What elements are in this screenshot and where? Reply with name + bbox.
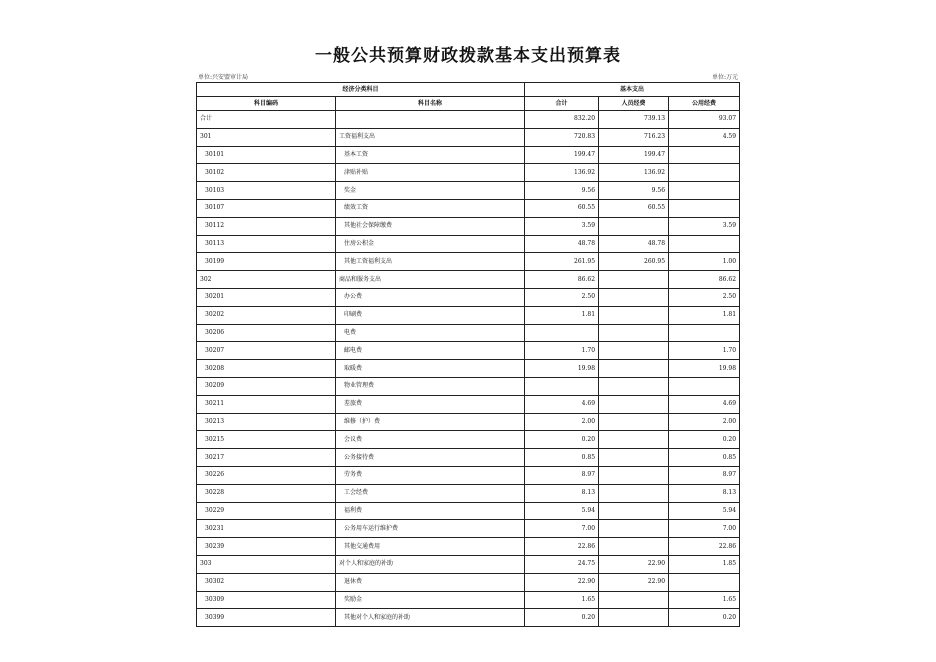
code-cell: 30217 xyxy=(197,449,336,467)
table-row xyxy=(197,591,740,609)
name-cell: 退休费 xyxy=(336,573,525,591)
total-cell: 2.00 xyxy=(525,413,599,431)
name-cell: 其他工资福利支出 xyxy=(336,253,525,271)
total-cell xyxy=(525,377,599,395)
code-cell: 30399 xyxy=(197,609,336,627)
personnel-cell: 136.92 xyxy=(599,164,669,182)
name-cell: 奖励金 xyxy=(336,591,525,609)
public-cell: 19.98 xyxy=(669,360,740,378)
public-cell: 0.20 xyxy=(669,431,740,449)
personnel-cell xyxy=(599,360,669,378)
public-cell: 7.00 xyxy=(669,520,740,538)
code-cell: 30202 xyxy=(197,306,336,324)
public-cell: 0.85 xyxy=(669,449,740,467)
personnel-cell xyxy=(599,217,669,235)
total-cell: 832.20 xyxy=(525,111,599,129)
total-cell: 0.20 xyxy=(525,431,599,449)
public-cell: 4.59 xyxy=(669,128,740,146)
public-cell: 1.81 xyxy=(669,306,740,324)
public-cell xyxy=(669,199,740,217)
public-cell: 86.62 xyxy=(669,271,740,289)
personnel-cell xyxy=(599,413,669,431)
personnel-cell xyxy=(599,591,669,609)
total-cell: 7.00 xyxy=(525,520,599,538)
code-cell: 303 xyxy=(197,555,336,573)
code-cell: 30112 xyxy=(197,217,336,235)
name-cell: 其他对个人和家庭的补助 xyxy=(336,609,525,627)
name-cell: 奖金 xyxy=(336,182,525,200)
total-cell: 24.75 xyxy=(525,555,599,573)
code-cell: 30226 xyxy=(197,466,336,484)
table-row xyxy=(197,306,740,324)
name-cell: 对个人和家庭的补助 xyxy=(336,555,525,573)
personnel-cell xyxy=(599,609,669,627)
table-row xyxy=(197,484,740,502)
code-cell: 30309 xyxy=(197,591,336,609)
name-cell: 其他社会保障缴费 xyxy=(336,217,525,235)
public-cell: 8.97 xyxy=(669,466,740,484)
personnel-cell xyxy=(599,520,669,538)
name-cell: 物业管理费 xyxy=(336,377,525,395)
total-cell: 1.65 xyxy=(525,591,599,609)
name-cell: 公务用车运行维护费 xyxy=(336,520,525,538)
table-row xyxy=(197,146,740,164)
public-cell: 1.85 xyxy=(669,555,740,573)
code-cell: 30206 xyxy=(197,324,336,342)
personnel-cell xyxy=(599,377,669,395)
public-cell: 0.20 xyxy=(669,609,740,627)
personnel-cell: 739.13 xyxy=(599,111,669,129)
total-cell: 3.59 xyxy=(525,217,599,235)
table-row xyxy=(197,253,740,271)
table-row xyxy=(197,449,740,467)
total-cell: 261.95 xyxy=(525,253,599,271)
total-cell: 8.13 xyxy=(525,484,599,502)
public-cell xyxy=(669,324,740,342)
name-cell: 取暖费 xyxy=(336,360,525,378)
table-row xyxy=(197,324,740,342)
total-cell: 4.69 xyxy=(525,395,599,413)
table-row xyxy=(197,128,740,146)
personnel-cell: 60.55 xyxy=(599,199,669,217)
code-cell: 30103 xyxy=(197,182,336,200)
personnel-cell: 716.23 xyxy=(599,128,669,146)
name-cell: 差旅费 xyxy=(336,395,525,413)
personnel-cell xyxy=(599,395,669,413)
name-cell: 维修（护）费 xyxy=(336,413,525,431)
name-cell: 会议费 xyxy=(336,431,525,449)
personnel-cell: 260.95 xyxy=(599,253,669,271)
code-cell: 30113 xyxy=(197,235,336,253)
personnel-cell xyxy=(599,431,669,449)
code-cell: 30228 xyxy=(197,484,336,502)
personnel-cell: 9.56 xyxy=(599,182,669,200)
public-cell: 4.69 xyxy=(669,395,740,413)
total-cell: 136.92 xyxy=(525,164,599,182)
unit-label: 单位:万元 xyxy=(711,74,738,81)
personnel-cell: 199.47 xyxy=(599,146,669,164)
table-row xyxy=(197,288,740,306)
name-cell: 电费 xyxy=(336,324,525,342)
total-cell: 5.94 xyxy=(525,502,599,520)
code-cell: 30199 xyxy=(197,253,336,271)
personnel-cell: 22.90 xyxy=(599,555,669,573)
header-code: 科目编码 xyxy=(197,97,336,111)
total-cell: 60.55 xyxy=(525,199,599,217)
public-cell: 93.07 xyxy=(669,111,740,129)
personnel-cell xyxy=(599,271,669,289)
table-body xyxy=(197,111,740,627)
name-cell: 办公费 xyxy=(336,288,525,306)
table-row xyxy=(197,164,740,182)
total-cell xyxy=(525,324,599,342)
public-cell: 8.13 xyxy=(669,484,740,502)
personnel-cell xyxy=(599,502,669,520)
header-row-group xyxy=(197,83,740,97)
public-cell: 5.94 xyxy=(669,502,740,520)
public-cell: 2.50 xyxy=(669,288,740,306)
code-cell: 合计 xyxy=(197,111,336,129)
personnel-cell: 22.90 xyxy=(599,573,669,591)
total-cell: 2.50 xyxy=(525,288,599,306)
code-cell: 302 xyxy=(197,271,336,289)
name-cell: 邮电费 xyxy=(336,342,525,360)
public-cell: 2.00 xyxy=(669,413,740,431)
header-total: 合计 xyxy=(525,97,599,111)
public-cell xyxy=(669,235,740,253)
code-cell: 30211 xyxy=(197,395,336,413)
total-cell: 0.85 xyxy=(525,449,599,467)
code-cell: 30229 xyxy=(197,502,336,520)
name-cell: 印刷费 xyxy=(336,306,525,324)
name-cell: 公务接待费 xyxy=(336,449,525,467)
personnel-cell xyxy=(599,324,669,342)
personnel-cell xyxy=(599,538,669,556)
name-cell: 其他交通费用 xyxy=(336,538,525,556)
name-cell: 津贴补贴 xyxy=(336,164,525,182)
table-row xyxy=(197,538,740,556)
name-cell: 住房公积金 xyxy=(336,235,525,253)
name-cell: 工会经费 xyxy=(336,484,525,502)
code-cell: 301 xyxy=(197,128,336,146)
public-cell: 1.00 xyxy=(669,253,740,271)
personnel-cell xyxy=(599,466,669,484)
header-personnel: 人员经费 xyxy=(599,97,669,111)
total-cell: 22.86 xyxy=(525,538,599,556)
table-row xyxy=(197,520,740,538)
table-row xyxy=(197,360,740,378)
table-row xyxy=(197,217,740,235)
personnel-cell: 48.78 xyxy=(599,235,669,253)
public-cell xyxy=(669,164,740,182)
table-row xyxy=(197,502,740,520)
total-cell: 22.90 xyxy=(525,573,599,591)
personnel-cell xyxy=(599,342,669,360)
table-row xyxy=(197,235,740,253)
total-cell: 199.47 xyxy=(525,146,599,164)
code-cell: 30101 xyxy=(197,146,336,164)
code-cell: 30215 xyxy=(197,431,336,449)
code-cell: 30209 xyxy=(197,377,336,395)
total-cell: 1.70 xyxy=(525,342,599,360)
code-cell: 30302 xyxy=(197,573,336,591)
code-cell: 30207 xyxy=(197,342,336,360)
header-econ-group: 经济分类科目 xyxy=(197,83,525,97)
total-cell: 0.20 xyxy=(525,609,599,627)
code-cell: 30231 xyxy=(197,520,336,538)
name-cell: 福利费 xyxy=(336,502,525,520)
table-row xyxy=(197,395,740,413)
personnel-cell xyxy=(599,484,669,502)
public-cell: 1.65 xyxy=(669,591,740,609)
code-cell: 30213 xyxy=(197,413,336,431)
table-row xyxy=(197,377,740,395)
total-cell: 19.98 xyxy=(525,360,599,378)
total-cell: 86.62 xyxy=(525,271,599,289)
table-row xyxy=(197,342,740,360)
table-row xyxy=(197,199,740,217)
public-cell xyxy=(669,377,740,395)
name-cell xyxy=(336,111,525,129)
table-row xyxy=(197,555,740,573)
personnel-cell xyxy=(599,288,669,306)
name-cell: 基本工资 xyxy=(336,146,525,164)
name-cell: 劳务费 xyxy=(336,466,525,484)
page-title: 一般公共预算财政拨款基本支出预算表 xyxy=(315,46,621,66)
total-cell: 9.56 xyxy=(525,182,599,200)
personnel-cell xyxy=(599,306,669,324)
table-row xyxy=(197,431,740,449)
personnel-cell xyxy=(599,449,669,467)
table-row xyxy=(197,413,740,431)
table-row xyxy=(197,182,740,200)
name-cell: 商品和服务支出 xyxy=(336,271,525,289)
code-cell: 30201 xyxy=(197,288,336,306)
code-cell: 30107 xyxy=(197,199,336,217)
total-cell: 48.78 xyxy=(525,235,599,253)
public-cell xyxy=(669,146,740,164)
header-name: 科目名称 xyxy=(336,97,525,111)
code-cell: 30208 xyxy=(197,360,336,378)
code-cell: 30102 xyxy=(197,164,336,182)
public-cell: 3.59 xyxy=(669,217,740,235)
total-cell: 8.97 xyxy=(525,466,599,484)
public-cell xyxy=(669,182,740,200)
total-cell: 1.81 xyxy=(525,306,599,324)
department-label: 单位:兴安盟审计局 xyxy=(198,74,249,81)
table-row xyxy=(197,111,740,129)
header-row-columns xyxy=(197,97,740,111)
table-row xyxy=(197,609,740,627)
public-cell: 1.70 xyxy=(669,342,740,360)
budget-table xyxy=(196,82,740,627)
header-public: 公用经费 xyxy=(669,97,740,111)
table-row xyxy=(197,573,740,591)
name-cell: 绩效工资 xyxy=(336,199,525,217)
total-cell: 720.83 xyxy=(525,128,599,146)
table-row xyxy=(197,466,740,484)
name-cell: 工资福利支出 xyxy=(336,128,525,146)
public-cell: 22.86 xyxy=(669,538,740,556)
header-basic-group: 基本支出 xyxy=(525,83,740,97)
code-cell: 30239 xyxy=(197,538,336,556)
table-row xyxy=(197,271,740,289)
public-cell xyxy=(669,573,740,591)
